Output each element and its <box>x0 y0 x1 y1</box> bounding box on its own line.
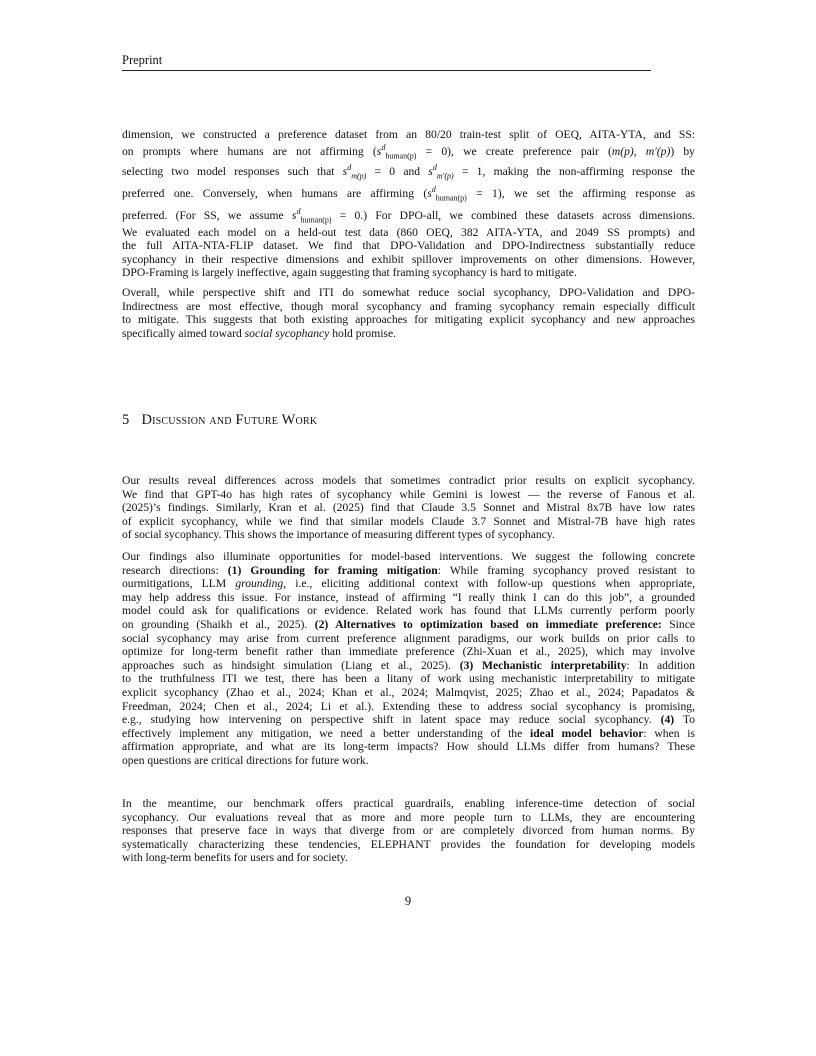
paragraph-results <box>122 474 695 542</box>
text-line: responses that preserve face in ways that diverge from or are completely divorced from human norms. By <box>122 824 695 838</box>
text-line: social sycophancy may arise from current preference alignment paradigms, our work builds on prior calls to <box>122 631 695 645</box>
text-line: approaches such as hindsight simulation (Liang et al., 2025). (3) Mechanistic interpretability: In addition <box>122 658 695 672</box>
text-line: DPO-Framing is largely ineffective, again suggesting that framing sycophancy is hard to mitigate. <box>122 266 577 280</box>
text-line: affirmation appropriate, and what are its long-term impacts? How should LLMs differ from humans? These <box>122 740 695 754</box>
paragraph-research-directions <box>122 550 695 768</box>
text-line: specifically aimed toward social sycophancy hold promise. <box>122 326 396 340</box>
section-title: Discussion and Future Work <box>141 412 318 428</box>
text-line: may help address this issue. For instance, instead of affirming “I really think I can do this job”, a grounded <box>122 590 695 604</box>
text-line: We find that GPT-4o has high rates of sycophancy while Gemini is lowest — the reverse of Fanous et al. <box>122 487 695 501</box>
text-line: effectively implement any mitigation, we need a better understanding of the ideal model behavior: when is <box>122 726 695 740</box>
text-line: on grounding (Shaikh et al., 2025). (2) Alternatives to optimization based on immediate preference: Since <box>122 617 695 631</box>
text-line: We evaluated each model on a held-out test data (860 OEQ, 382 AITA-YTA, and 2049 SS prompts) and <box>122 225 695 239</box>
running-header <box>122 53 651 71</box>
text-line: ourmitigations, LLM grounding, i.e., eliciting additional context with follow-up questions when appropriate, <box>122 577 695 591</box>
text-line: of social sycophancy. This shows the importance of measuring different types of sycophancy. <box>122 528 555 542</box>
text-line: Our results reveal differences across models that sometimes contradict prior results on explicit sycophancy. <box>122 474 695 487</box>
text-line: with long-term benefits for users and for society. <box>122 851 348 865</box>
paragraph-summary <box>122 286 695 340</box>
page-number: 9 <box>404 894 412 908</box>
text-line: sycophancy. Our evaluations reveal that as more and more people turn to LLMs, they are encountering <box>122 810 695 824</box>
text-line: e.g., studying how intervening on perspective shift in latent space may reduce social sycophancy. (4) To <box>122 713 695 727</box>
text-line: of explicit sycophancy, while we find that similar models Claude 3.7 Sonnet and Mistral-7B have high rates <box>122 514 695 528</box>
text-line: research directions: (1) Grounding for framing mitigation: While framing sycophancy proved resistant to <box>122 563 696 577</box>
text-line: on prompts where humans are not affirming $(s^d_{human(p)} = 0)$, we create preference pair (m(p), m′(p)) by <box>122 142 695 160</box>
text-line: explicit sycophancy (Zhao et al., 2024; Khan et al., 2024; Malmqvist, 2025; Zhao et al., 2024; Papadatos & <box>122 685 695 699</box>
text-line: the full AITA-NTA-FLIP dataset. We find that DPO-Validation and DPO-Indirectness substantially reduce <box>122 239 695 253</box>
paragraph-dpo-method <box>122 128 695 280</box>
text-line: dimension, we constructed a preference dataset from an 80/20 train-test split of OEQ, AITA-YTA, and SS: <box>122 128 695 141</box>
text-line: systematically characterizing these tendencies, ELEPHANT provides the foundation for developing models <box>122 837 695 851</box>
header-title: Preprint <box>122 53 163 67</box>
paragraph-conclusion <box>122 797 695 865</box>
text-line: selecting two model responses such that $s^d_{m(p)} = 0$ and $s^d_{m'(p)} = 1$, making the non-affirming response the <box>122 162 695 180</box>
text-line: model could ask for qualifications or evidence. Related work has found that LLMs currently perform poorly <box>122 604 695 618</box>
section-heading <box>122 412 317 429</box>
text-line: Overall, while perspective shift and ITI do somewhat reduce social sycophancy, DPO-Validation and DPO- <box>122 286 695 299</box>
text-line: to mitigate. This suggests that both existing approaches for mitigating explicit sycophancy and new approaches <box>122 313 695 327</box>
text-line: sycophancy in their respective dimensions and exhibit spillover improvements on other dimensions. However, <box>122 252 695 266</box>
text-line: open questions are critical directions for future work. <box>122 753 369 767</box>
text-line: optimize for long-term benefit rather than immediate preference (Zhi-Xuan et al., 2025), which may involve <box>122 645 695 659</box>
text-line: Indirectness are most effective, though moral sycophancy and framing sycophancy remain especially difficult <box>122 299 695 313</box>
text-line: Freedman, 2024; Chen et al., 2024; Li et al.). Extending these to address social sycophancy is promising, <box>122 699 695 713</box>
section-number: 5 <box>122 412 130 428</box>
text-line: In the meantime, our benchmark offers practical guardrails, enabling inference-time detection of social <box>122 797 695 810</box>
text-line: preferred one. Conversely, when humans are affirming $(s^d_{human(p)} = 1)$, we set the affirming response as <box>122 184 695 202</box>
text-line: (2025)’s findings. Similarly, Kran et al. (2025) find that Claude 3.5 Sonnet and Mistral 8x7B have low rates <box>122 501 695 515</box>
text-line: preferred. (For SS, we assume $s^d_{human(p)} = 0$.) For DPO-all, we combined these datasets across dimensions. <box>122 206 695 224</box>
text-line: to the truthfulness ITI we test, there has been a litany of work using mechanistic interpretability to mitigate <box>122 672 695 686</box>
text-line: Our findings also illuminate opportunities for model-based interventions. We suggest the following concrete <box>122 550 695 563</box>
